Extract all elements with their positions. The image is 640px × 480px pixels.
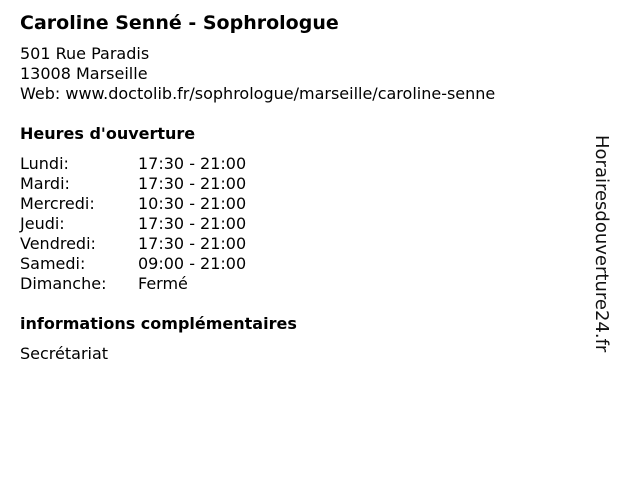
opening-hours-table	[20, 154, 600, 294]
hours-time: Fermé	[138, 274, 188, 293]
opening-hours-heading: Heures d'ouverture	[20, 124, 196, 143]
site-watermark: Horairesdouverture24.fr	[591, 135, 612, 353]
hours-time: 09:00 - 21:00	[138, 254, 247, 273]
hours-time: 17:30 - 21:00	[138, 154, 247, 173]
hours-time: 17:30 - 21:00	[138, 214, 247, 233]
hours-day: Vendredi:	[20, 234, 96, 253]
hours-row-monday	[20, 154, 600, 174]
hours-day: Jeudi:	[20, 214, 65, 233]
hours-time: 17:30 - 21:00	[138, 174, 247, 193]
hours-day: Dimanche:	[20, 274, 107, 293]
hours-day: Lundi:	[20, 154, 69, 173]
hours-row-sunday	[20, 274, 600, 294]
hours-row-tuesday	[20, 174, 600, 194]
additional-info-item: Secrétariat	[20, 344, 109, 363]
business-card	[20, 10, 600, 364]
hours-day: Mercredi:	[20, 194, 95, 213]
additional-info-heading: informations complémentaires	[20, 314, 297, 333]
website-line: Web: www.doctolib.fr/sophrologue/marseille/caroline-senne	[20, 84, 496, 103]
hours-day: Mardi:	[20, 174, 70, 193]
hours-time: 17:30 - 21:00	[138, 234, 247, 253]
hours-day: Samedi:	[20, 254, 86, 273]
hours-row-saturday	[20, 254, 600, 274]
address-city: 13008 Marseille	[20, 64, 148, 83]
page-title: Caroline Senné - Sophrologue	[20, 12, 339, 34]
address-street: 501 Rue Paradis	[20, 44, 150, 63]
hours-row-wednesday	[20, 194, 600, 214]
hours-row-thursday	[20, 214, 600, 234]
hours-time: 10:30 - 21:00	[138, 194, 247, 213]
hours-row-friday	[20, 234, 600, 254]
